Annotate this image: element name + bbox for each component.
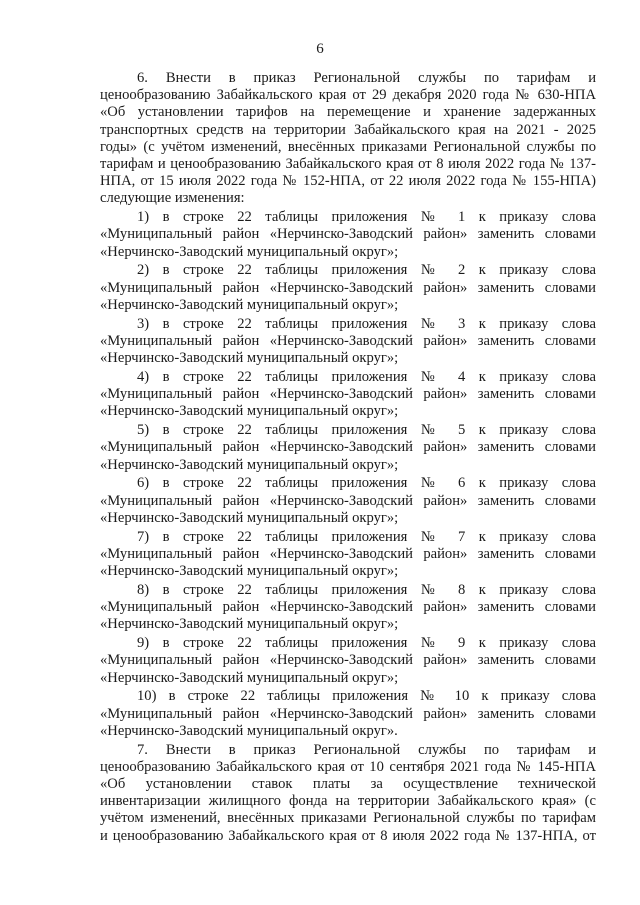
list-item-line: «Муниципальный район «Нерчинско-Заводский район» заменить словами — [100, 332, 596, 349]
paragraph-7 — [100, 742, 596, 845]
list-item-line: «Нерчинско-Заводский муниципальный округ»; — [100, 243, 399, 260]
list-item-line: 6) в строке 22 таблицы приложения № 6 к приказу слова — [137, 475, 596, 492]
paragraph-7-line: учётом изменений, внесённых приказами Региональной службы по тарифам — [100, 810, 596, 827]
list-item — [100, 635, 596, 687]
list-item-line: 1) в строке 22 таблицы приложения № 1 к приказу слова — [137, 209, 596, 226]
page-number: 6 — [316, 41, 324, 57]
list-item-line: «Муниципальный район «Нерчинско-Заводский район» заменить словами — [100, 599, 596, 616]
list-item-line: «Нерчинско-Заводский муниципальный округ»; — [100, 616, 399, 633]
list-item — [100, 688, 596, 740]
list-item — [100, 422, 596, 474]
list-item-line: «Муниципальный район «Нерчинско-Заводский район» заменить словами — [100, 386, 596, 403]
list-item-line: 4) в строке 22 таблицы приложения № 4 к приказу слова — [137, 368, 596, 385]
paragraph-7-line: и ценообразованию Забайкальского края от 8 июля 2022 года № 137-НПА, от — [100, 827, 596, 844]
list-item — [100, 209, 596, 261]
list-item-line: «Муниципальный район «Нерчинско-Заводский район» заменить словами — [100, 439, 596, 456]
list-item-line: «Нерчинско-Заводский муниципальный округ». — [100, 722, 398, 739]
list-item-line: «Муниципальный район «Нерчинско-Заводский район» заменить словами — [100, 226, 596, 243]
list-item — [100, 262, 596, 314]
list-item-line: «Муниципальный район «Нерчинско-Заводский район» заменить словами — [100, 545, 596, 562]
list-item-line: 8) в строке 22 таблицы приложения № 8 к приказу слова — [137, 581, 596, 598]
list-item-line: «Нерчинско-Заводский муниципальный округ»; — [100, 563, 399, 580]
paragraph-6-line: «Об установлении тарифов на перемещение и хранение задержанных — [100, 104, 596, 121]
paragraph-6-line: тарифам и ценообразованию Забайкальского края от 8 июля 2022 года № 137- — [100, 155, 596, 172]
list-item-line: «Муниципальный район «Нерчинско-Заводский район» заменить словами — [100, 279, 596, 296]
list-item-line: «Нерчинско-Заводский муниципальный округ»; — [100, 350, 399, 367]
paragraph-6-line: ценообразованию Забайкальского края от 29 декабря 2020 года № 630-НПА — [100, 87, 596, 104]
paragraph-7-line: ценообразованию Забайкальского края от 10 сентября 2021 года № 145-НПА — [100, 758, 596, 775]
list-item-line: 7) в строке 22 таблицы приложения № 7 к приказу слова — [137, 528, 596, 545]
list-item-line: «Муниципальный район «Нерчинско-Заводский район» заменить словами — [100, 705, 596, 722]
paragraph-6-line: следующие изменения: — [100, 190, 245, 207]
list-item — [100, 475, 596, 527]
list-item-line: 10) в строке 22 таблицы приложения № 10 к приказу слова — [137, 688, 596, 705]
paragraph-7-line: инвентаризации жилищного фонда на территории Забайкальского края» (с — [100, 793, 596, 810]
list-item-line: 3) в строке 22 таблицы приложения № 3 к приказу слова — [137, 315, 596, 332]
list-item — [100, 529, 596, 581]
paragraph-7-line: «Об установлении ставок платы за осуществление технической — [100, 776, 596, 793]
list-item-line: «Нерчинско-Заводский муниципальный округ»; — [100, 509, 399, 526]
list-item-line: «Нерчинско-Заводский муниципальный округ»; — [100, 669, 399, 686]
list-item-line: «Нерчинско-Заводский муниципальный округ»; — [100, 403, 399, 420]
paragraph-6-line: годы» (с учётом изменений, внесённых приказами Региональной службы по — [100, 138, 596, 155]
paragraph-6-line: 6. Внести в приказ Региональной службы по тарифам и — [137, 70, 596, 86]
list-item-line: «Муниципальный район «Нерчинско-Заводский район» заменить словами — [100, 492, 596, 509]
paragraph-7-line: 7. Внести в приказ Региональной службы по тарифам и — [137, 741, 596, 758]
paragraph-6-line: НПА, от 15 июля 2022 года № 152-НПА, от 22 июля 2022 года № 155-НПА) — [100, 173, 596, 190]
list-item-line: «Нерчинско-Заводский муниципальный округ»; — [100, 296, 399, 313]
list-item — [100, 369, 596, 421]
list-item-line: 5) в строке 22 таблицы приложения № 5 к приказу слова — [137, 422, 596, 439]
list-item — [100, 316, 596, 368]
list-item — [100, 582, 596, 634]
list-item-line: 9) в строке 22 таблицы приложения № 9 к приказу слова — [137, 635, 596, 652]
list-item-line: «Муниципальный район «Нерчинско-Заводский район» заменить словами — [100, 652, 596, 669]
list-item-line: 2) в строке 22 таблицы приложения № 2 к приказу слова — [137, 262, 596, 279]
document-body — [100, 70, 596, 845]
list-item-line: «Нерчинско-Заводский муниципальный округ»; — [100, 456, 399, 473]
paragraph-6 — [100, 70, 596, 208]
paragraph-6-line: транспортных средств на территории Забайкальского края на 2021 - 2025 — [100, 121, 596, 138]
